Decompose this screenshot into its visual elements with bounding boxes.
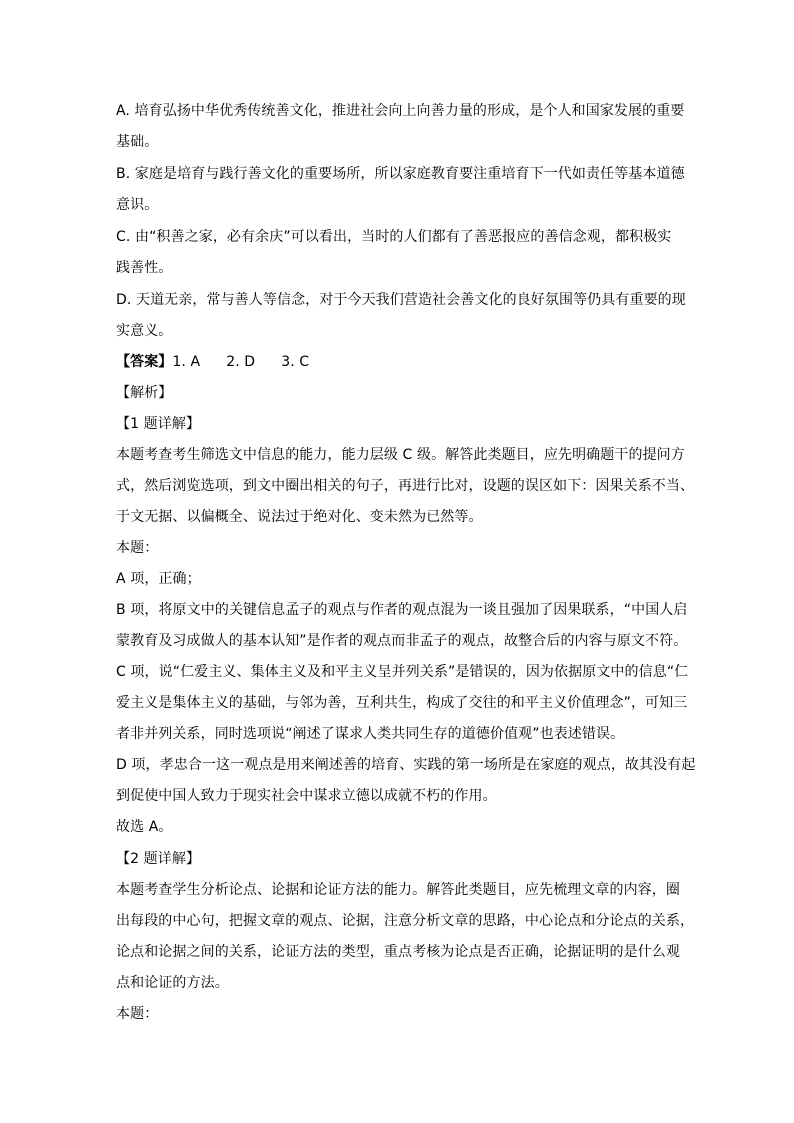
q2-heading: 【2 题详解】 [116, 851, 201, 867]
analysis-heading: 【解析】 [116, 385, 173, 401]
option-a-line-2: 基础。 [116, 134, 159, 150]
option-d-line-1: D. 天道无亲，常与善人等信念，对于今天我们营造社会善文化的良好氛围等仍具有重要的现 [116, 292, 686, 308]
answer-item-2: 2. D [226, 354, 256, 370]
q1-item-c-line-1: C 项，说“仁爱主义、集体主义及和平主义呈并列关系”是错误的，因为依据原文中的信息“仁 [116, 664, 689, 680]
q1-intro-line-2: 式，然后浏览选项，到文中圈出相关的句子，再进行比对，设题的误区如下：因果关系不当、 [116, 478, 695, 494]
q1-conclusion: 故选 A。 [116, 819, 173, 835]
q1-item-d-line-1: D 项，孝忠合一这一观点是用来阐述善的培育、实践的第一场所是在家庭的观点，故其没有起 [116, 757, 696, 773]
q2-intro-line-3: 论点和论据之间的关系，论证方法的类型，重点考核为论点是否正确，论据证明的是什么观 [116, 944, 680, 960]
q1-item-b-line-2: 蒙教育及习成做人的基本认知”是作者的观点而非孟子的观点，故整合后的内容与原文不符。 [116, 633, 688, 649]
option-c-line-1: C. 由“积善之家，必有余庆”可以看出，当时的人们都有了善恶报应的善信念观，都积极实 [116, 229, 672, 245]
answer-line [116, 352, 686, 372]
q2-intro-line-1: 本题考查学生分析论点、论据和论证方法的能力。解答此类题目，应先梳理文章的内容，圈 [116, 882, 680, 898]
q1-heading: 【1 题详解】 [116, 416, 201, 432]
q1-item-a: A 项，正确； [116, 571, 201, 587]
q2-lead: 本题： [116, 1006, 159, 1022]
q2-intro-line-4: 点和论证的方法。 [116, 975, 229, 991]
q1-intro-line-3: 于文无据、以偏概全、说法过于绝对化、变未然为已然等。 [116, 509, 483, 525]
q1-intro-line-1: 本题考查考生筛选文中信息的能力，能力层级 C 级。解答此类题目，应先明确题干的提问方 [116, 447, 685, 463]
q1-item-d-line-2: 到促使中国人致力于现实社会中谋求立德以成就不朽的作用。 [116, 788, 497, 804]
q1-item-c-line-2: 爱主义是集体主义的基础，与邻为善，互利共生，构成了交往的和平主义价值理念”，可知三 [116, 695, 688, 711]
q1-item-c-line-3: 者非并列关系，同时选项说“阐述了谋求人类共同生存的道德价值观”也表述错误。 [116, 726, 625, 742]
answer-item-3: 3. C [281, 354, 310, 370]
answer-tag: 【答案】 [116, 354, 173, 370]
option-c-line-2: 践善性。 [116, 260, 173, 276]
option-a-line-1: A. 培育弘扬中华优秀传统善文化，推进社会向上向善力量的形成，是个人和国家发展的重要 [116, 103, 685, 119]
q1-item-b-line-1: B 项，将原文中的关键信息孟子的观点与作者的观点混为一谈且强加了因果联系，“中国人启 [116, 602, 688, 618]
option-b-line-1: B. 家庭是培育与践行善文化的重要场所，所以家庭教育要注重培育下一代如责任等基本道德 [116, 166, 685, 182]
answer-item-1: 1. A [172, 354, 201, 370]
q1-lead: 本题： [116, 540, 159, 556]
option-b-line-2: 意识。 [116, 197, 159, 213]
option-d-line-2: 实意义。 [116, 323, 173, 339]
q2-intro-line-2: 出每段的中心句，把握文章的观点、论据，注意分析文章的思路，中心论点和分论点的关系， [116, 913, 695, 929]
